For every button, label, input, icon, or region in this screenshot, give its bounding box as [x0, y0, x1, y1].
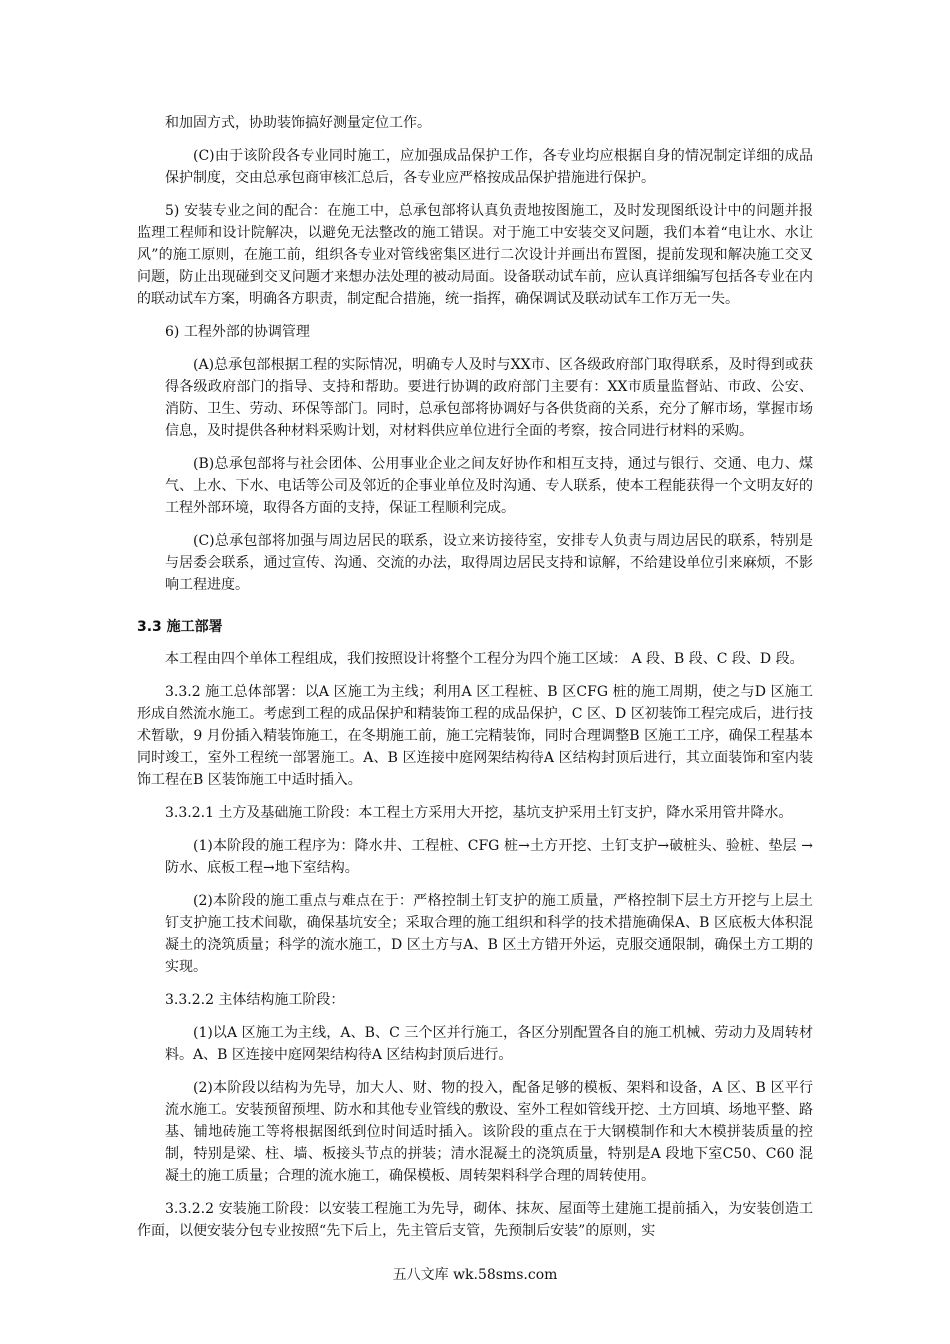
paragraph-earthwork-sequence: (1)本阶段的施工程序为：降水井、工程桩、CFG 桩→土方开挖、土钉支护→破桩头、验桩、垫层 →防水、底板工程→地下室结构。	[165, 838, 813, 876]
paragraph-a-government: (A)总承包部根据工程的实际情况，明确专人及时与XX市、区各级政府部门取得联系，及时得到或获得各级政府部门的指导、支持和帮助。要进行协调的政府部门主要有：XX市质量监督站、市政、公安、消防、卫生、劳动、环保等部门。同时，总承包部将协调好与各供货商的关系，充分了解市场，掌握市场信息，及时提供各种材料采购计划，对材料供应单位进行全面的考察，按合同进行材料的采购。	[165, 357, 813, 439]
paragraph-structure-line: (1)以A 区施工为主线，A、B、C 三个区并行施工，各区分别配置各自的施工机械、劳动力及周转材料。A、B 区连接中庭网架结构待A 区结构封顶后进行。	[165, 1025, 813, 1063]
paragraph-earthwork-stage: 3.3.2.1 土方及基础施工阶段：本工程土方采用大开挖，基坑支护采用土钉支护，降水采用管井降水。	[165, 805, 793, 821]
paragraph-overall-plan: 3.3.2 施工总体部署：以A 区施工为主线；利用A 区工程桩、B 区CFG 桩的施工周期，使之与D 区施工形成自然流水施工。考虑到工程的成品保护和精装饰工程的成品保护，C 区、D 区初装饰工程完成后，进行技术暂歇，9 月份插入精装饰施工，在冬期施工前，施工完精装饰，同时合理调整B 区施工工序，确保工程基本同时竣工，室外工程统一部署施工。A、B 区连接中庭网架结构待A 区结构封顶后进行，其立面装饰和室内装饰工程在B 区装饰施工中适时插入。	[137, 684, 813, 788]
paragraph-structure-resources: (2)本阶段以结构为先导，加大人、财、物的投入，配备足够的模板、架料和设备，A 区、B 区平行流水施工。安装预留预埋、防水和其他专业管线的敷设、室外工程如管线开挖、土方回填、场地平整、路基、铺地砖施工等将根据图纸到位时间适时插入。该阶段的重点在于大钢模制作和大木模拼装质量的控制，特别是梁、柱、墙、板接头节点的拼装；清水混凝土的浇筑质量，特别是A 段地下室C50、C60 混凝土的施工质量；合理的流水施工，确保模板、周转架料科学合理的周转使用。	[165, 1080, 813, 1184]
page-footer: 五八文库 wk.58sms.com	[392, 1267, 558, 1283]
paragraph-c-residents: (C)总承包部将加强与周边居民的联系，设立来访接待室，安排专人负责与周边居民的联系，特别是与居委会联系，通过宣传、沟通、交流的办法，取得周边居民支持和谅解，不给建设单位引来麻烦，不影响工程进度。	[165, 533, 813, 593]
paragraph-installation-stage: 3.3.2.2 安装施工阶段：以安装工程施工为先导，砌体、抹灰、屋面等土建施工提前插入，为安装创造工作面，以便安装分包专业按照“先下后上，先主管后支管，先预制后安装”的原则，实	[137, 1201, 813, 1239]
paragraph-zones: 本工程由四个单体工程组成，我们按照设计将整个工程分为四个施工区域： A 段、B 段、C 段、D 段。	[165, 651, 804, 667]
paragraph-c-protection: (C)由于该阶段各专业同时施工，应加强成品保护工作，各专业均应根据自身的情况制定详细的成品保护制度，交由总承包商审核汇总后，各专业应严格按成品保护措施进行保护。	[165, 148, 813, 186]
paragraph-item-6: 6) 工程外部的协调管理	[165, 324, 310, 340]
document-body	[137, 112, 813, 1253]
paragraph-continuation: 和加固方式，协助装饰搞好测量定位工作。	[165, 115, 431, 131]
paragraph-item-5: 5) 安装专业之间的配合：在施工中，总承包部将认真负责地按图施工，及时发现图纸设计中的问题并报监理工程师和设计院解决，以避免无法整改的施工错误。对于施工中安装交叉问题，我们本着“电让水、水让风”的施工原则，在施工前，组织各专业对管线密集区进行二次设计并画出布置图，提前发现和解决施工交叉问题，防止出现碰到交叉问题才来想办法处理的被动局面。设备联动试车前，应认真详细编写包括各专业在内的联动试车方案，明确各方职责，制定配合措施，统一指挥，确保调试及联动试车工作万无一失。	[137, 203, 813, 307]
paragraph-structure-stage: 3.3.2.2 主体结构施工阶段：	[165, 992, 345, 1008]
paragraph-earthwork-key-points: (2)本阶段的施工重点与难点在于：严格控制土钉支护的施工质量，严格控制下层土方开挖与上层土钉支护施工技术间歇，确保基坑安全；采取合理的施工组织和科学的技术措施确保A、B 区底板大体积混凝土的浇筑质量；科学的流水施工，D 区土方与A、B 区土方错开外运，克服交通限制，确保土方工期的实现。	[165, 893, 813, 975]
section-heading-3-3: 3.3 施工部署	[137, 619, 223, 635]
paragraph-b-society: (B)总承包部将与社会团体、公用事业企业之间友好协作和相互支持，通过与银行、交通、电力、煤气、上水、下水、电话等公司及邻近的企事业单位及时沟通、专人联系，使本工程能获得一个文明友好的工程外部环境，取得各方面的支持，保证工程顺利完成。	[165, 456, 813, 516]
